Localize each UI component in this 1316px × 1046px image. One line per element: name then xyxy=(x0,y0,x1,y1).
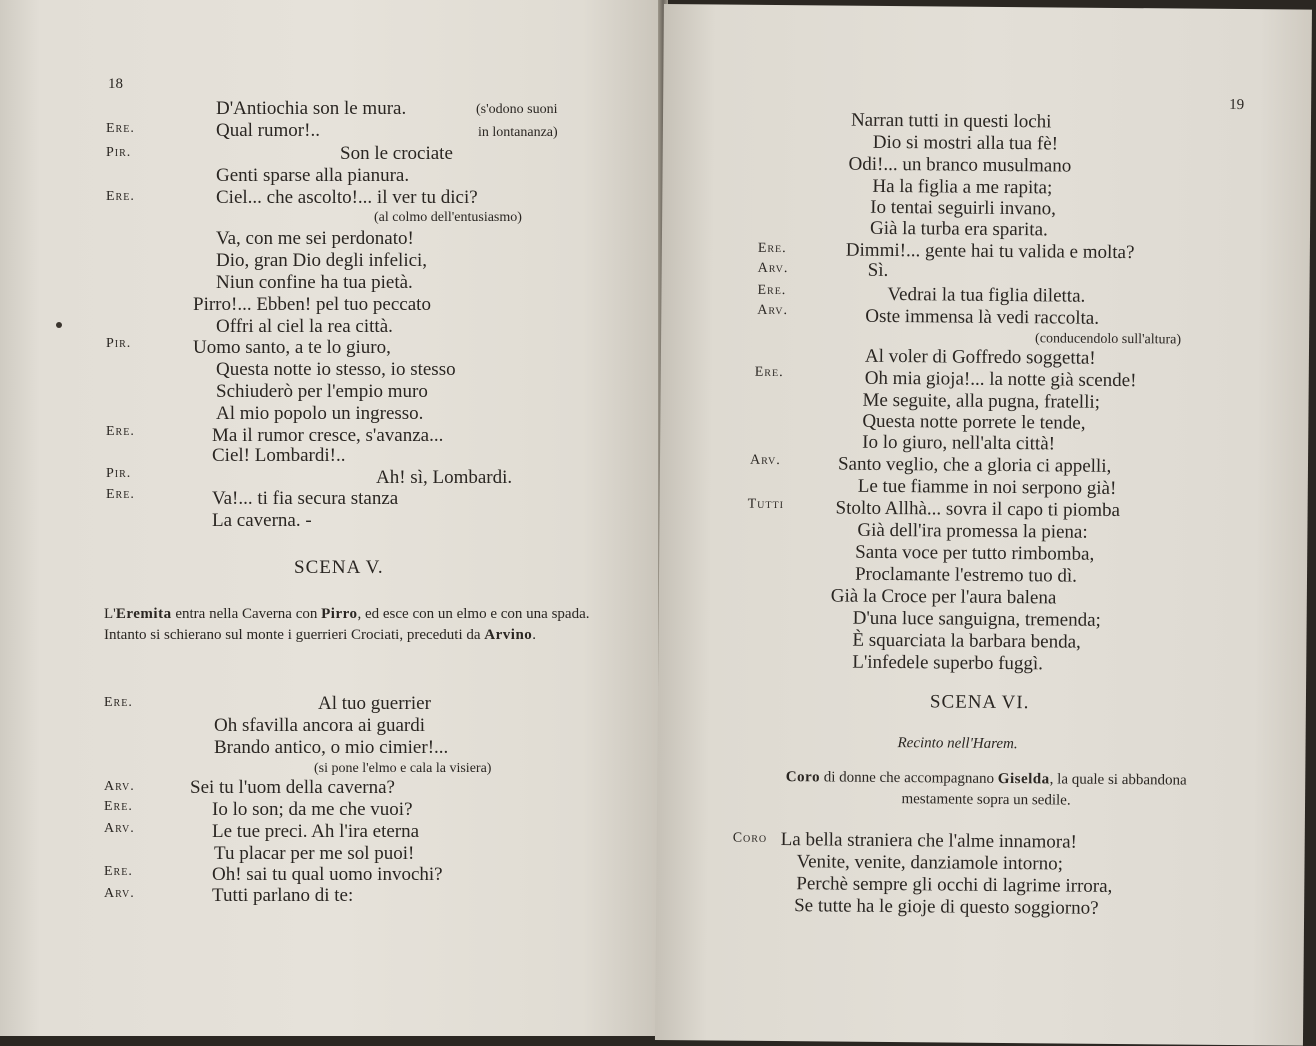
verse-line: Son le crociate xyxy=(340,143,453,164)
verse-line: Santo veglio, che a gloria ci appelli, xyxy=(837,453,1112,477)
verse-line: Venite, venite, danziamole intorno; xyxy=(796,851,1064,875)
verse-line: Oh sfavilla ancora ai guardi xyxy=(214,715,426,736)
speaker-label: Arv. xyxy=(757,260,789,277)
verse-line: La caverna. - xyxy=(212,510,312,531)
speaker-label: Arv. xyxy=(104,821,135,836)
verse-line: Al tuo guerrier xyxy=(318,693,431,714)
speaker-label: Coro xyxy=(732,830,768,846)
verse-line: Questa notte io stesso, io stesso xyxy=(216,359,456,380)
verse-line: Oste immensa là vedi raccolta. xyxy=(865,305,1100,329)
verse-line: Santa voce per tutto rimbomba, xyxy=(855,541,1095,565)
left-page xyxy=(0,0,662,1036)
speaker-label: Pir. xyxy=(106,336,132,351)
stage-direction: (conducendolo sull'altura) xyxy=(1035,331,1182,348)
verse-line: È squarciata la barbara benda, xyxy=(852,629,1081,653)
verse-line: Genti sparse alla pianura. xyxy=(216,165,410,186)
verse-line: Io lo son; da me che vuoi? xyxy=(212,799,413,820)
verse-line: Offri al ciel la rea città. xyxy=(216,316,393,337)
verse-line: Niun confine ha tua pietà. xyxy=(216,272,413,293)
stage-direction: (s'odono suoni xyxy=(476,102,558,117)
right-page xyxy=(655,4,1312,1046)
speaker-label: Ere. xyxy=(757,282,787,299)
speaker-label: Arv. xyxy=(104,886,135,901)
verse-line: Ma il rumor cresce, s'avanza... xyxy=(212,425,444,446)
page-number-right: 19 xyxy=(1229,96,1245,114)
speaker-label: Arv. xyxy=(757,302,789,319)
verse-line: L'infedele superbo fuggì. xyxy=(852,651,1044,675)
verse-line: Dio si mostri alla tua fè! xyxy=(872,131,1059,155)
verse-line: Tu placar per me sol puoi! xyxy=(214,843,415,864)
verse-line: Me seguite, alla pugna, fratelli; xyxy=(862,389,1101,413)
verse-line: Pirro!... Ebben! pel tuo peccato xyxy=(193,294,431,315)
ink-spot xyxy=(56,322,62,328)
verse-line: D'Antiochia son le mura. xyxy=(216,98,407,119)
verse-line: Sì. xyxy=(867,259,889,281)
speaker-label: Arv. xyxy=(749,452,781,469)
speaker-label: Pir. xyxy=(106,145,132,160)
verse-line: Già la Croce per l'aura balena xyxy=(830,585,1057,609)
verse-line: Io lo giuro, nell'alta città! xyxy=(862,431,1056,455)
speaker-label: Ere. xyxy=(106,121,135,136)
verse-line: Ah! sì, Lombardi. xyxy=(376,467,513,488)
verse-line: Uomo santo, a te lo giuro, xyxy=(193,337,391,358)
verse-line: Io tentai seguirli invano, xyxy=(870,196,1057,220)
verse-line: Ha la figlia a me rapita; xyxy=(872,175,1053,199)
verse-line: Già la turba era sparita. xyxy=(869,217,1048,241)
speaker-label: Arv. xyxy=(104,779,135,794)
verse-line: Brando antico, o mio cimier!... xyxy=(214,737,449,758)
stage-direction: in lontananza) xyxy=(478,125,558,140)
stage-direction: (al colmo dell'entusiasmo) xyxy=(374,210,522,225)
scene-description: L'Eremita entra nella Caverna con Pirro, ed esce con un elmo e con una spada. Intanto si schierano sul monte i guerrieri Crociati, preceduti da Arvino. xyxy=(104,606,590,643)
speaker-label: Ere. xyxy=(106,487,135,502)
verse-line: Se tutte ha le gioje di questo soggiorno? xyxy=(794,895,1099,919)
speaker-label: Ere. xyxy=(106,424,135,439)
verse-line: Dio, gran Dio degli infelici, xyxy=(216,250,428,271)
verse-line: Va!... ti fia secura stanza xyxy=(212,488,399,509)
verse-line: Proclamante l'estremo tuo dì. xyxy=(854,563,1077,587)
scene-description: Coro di donne che accompagnano Giselda, la quale si abbandona mestamente sopra un sedile. xyxy=(785,769,1187,809)
speaker-label: Ere. xyxy=(104,695,133,710)
verse-line: Qual rumor!.. xyxy=(216,120,320,141)
verse-line: Ciel... che ascolto!... il ver tu dici? xyxy=(216,187,478,208)
verse-line: Le tue fiamme in noi serpono già! xyxy=(857,475,1117,499)
scene-setting: Recinto nell'Harem. xyxy=(897,735,1018,753)
scene-title: SCENA VI. xyxy=(929,691,1030,714)
scene-title: SCENA V. xyxy=(294,557,384,578)
verse-line: Perchè sempre gli occhi di lagrime irrora, xyxy=(796,873,1113,897)
verse-line: Odi!... un branco musulmano xyxy=(848,153,1072,177)
verse-line: Tutti parlano di te: xyxy=(212,885,354,906)
verse-line: Al voler di Goffredo soggetta! xyxy=(864,345,1096,369)
verse-line: Vedrai la tua figlia diletta. xyxy=(887,283,1086,307)
stage-direction: (si pone l'elmo e cala la visiera) xyxy=(314,761,492,776)
verse-line: Oh mia gioja!... la notte già scende! xyxy=(864,367,1137,392)
speaker-label: Pir. xyxy=(106,466,132,481)
speaker-label: Tutti xyxy=(747,496,785,513)
speaker-label: Ere. xyxy=(104,864,133,879)
verse-line: Sei tu l'uom della caverna? xyxy=(190,777,395,798)
page-number-left: 18 xyxy=(108,76,123,92)
speaker-label: Ere. xyxy=(106,189,135,204)
verse-line: Al mio popolo un ingresso. xyxy=(216,403,424,424)
verse-line: Oh! sai tu qual uomo invochi? xyxy=(212,864,443,885)
speaker-label: Ere. xyxy=(104,799,133,814)
verse-line: Le tue preci. Ah l'ira eterna xyxy=(212,821,420,842)
verse-line: Questa notte porrete le tende, xyxy=(862,410,1086,434)
verse-line: Già dell'ira promessa la piena: xyxy=(857,519,1088,543)
verse-line: Ciel! Lombardi!.. xyxy=(212,445,346,466)
verse-line: Schiuderò per l'empio muro xyxy=(216,381,428,402)
verse-line: Narran tutti in questi lochi xyxy=(850,109,1052,133)
verse-line: Dimmi!... gente hai tu valida e molta? xyxy=(845,239,1135,264)
verse-line: Va, con me sei perdonato! xyxy=(216,228,414,249)
verse-line: D'una luce sanguigna, tremenda; xyxy=(852,607,1101,631)
verse-line: Stolto Allhà... sovra il capo ti piomba xyxy=(835,497,1121,521)
speaker-label: Ere. xyxy=(757,240,787,257)
speaker-label: Ere. xyxy=(754,364,784,381)
verse-line: La bella straniera che l'alme innamora! xyxy=(780,829,1077,853)
